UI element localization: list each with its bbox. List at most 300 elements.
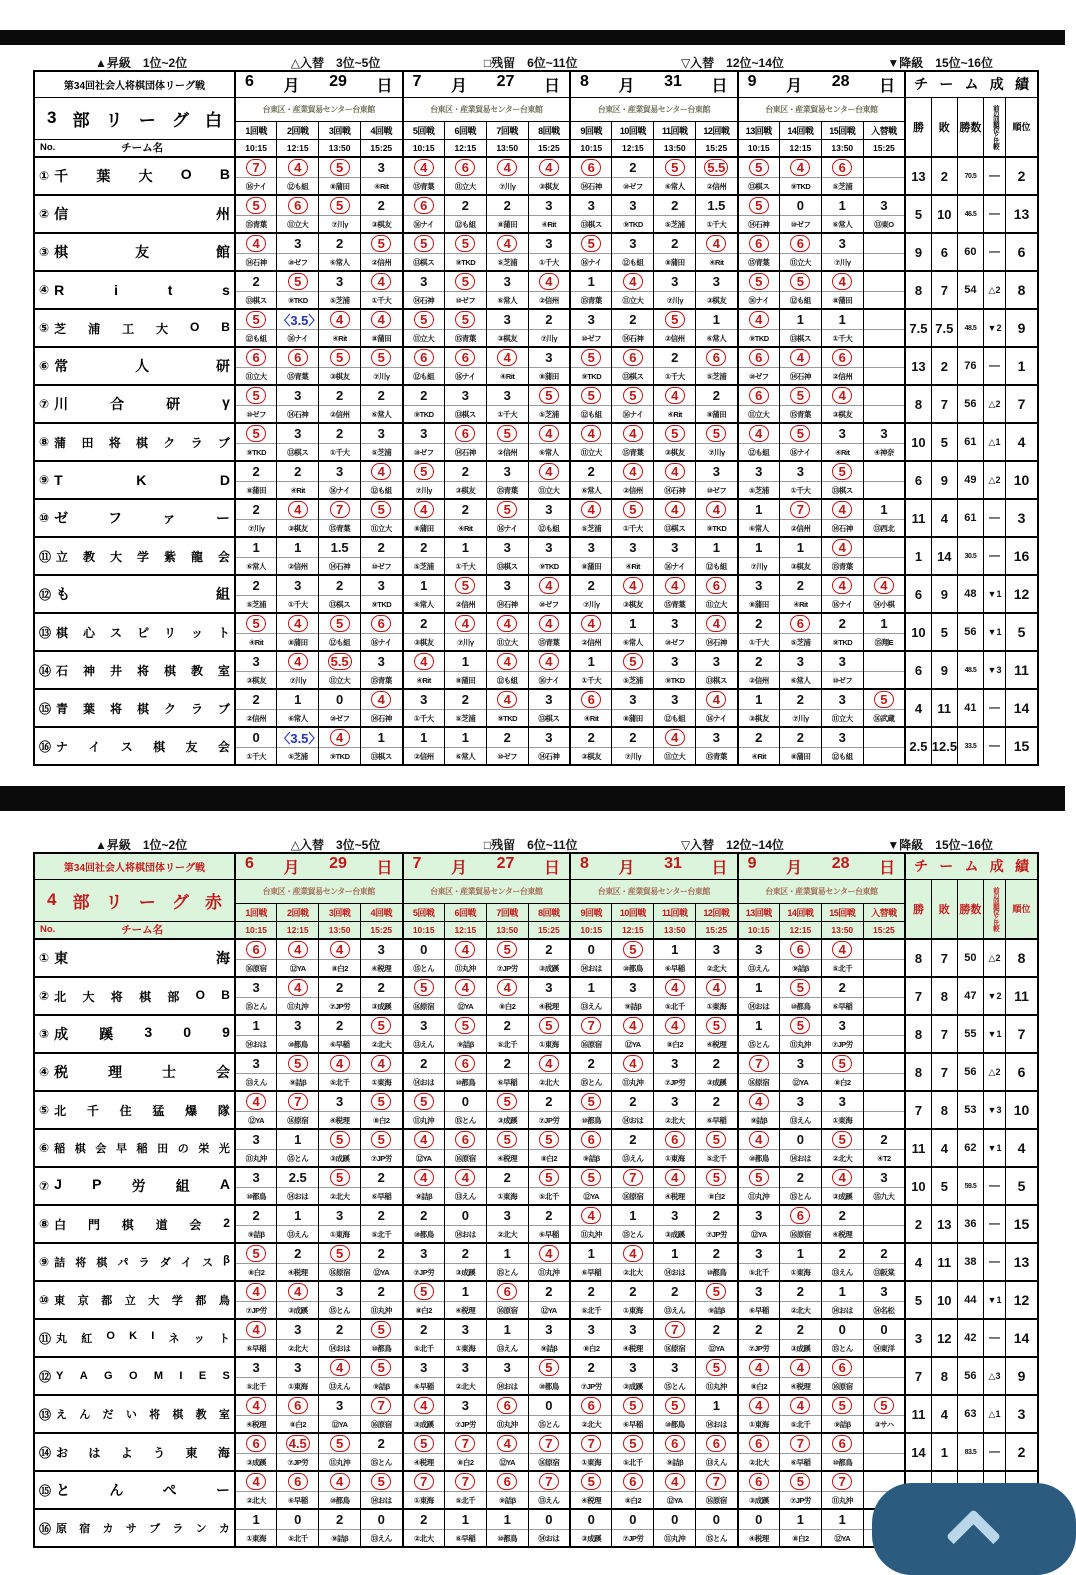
team-name-wrap [35,356,234,376]
round-opponent-cell: ⑦JP労 [570,1378,612,1396]
round-score-cell [277,271,319,292]
losses-cell: 2 [931,157,957,195]
round-opponent-cell: ⑩都鳥 [528,1378,570,1396]
round-score-cell [277,1433,319,1454]
round-score-cell [570,977,612,998]
score-loss: 0 [420,942,428,957]
round-score-cell [361,977,403,998]
round-score-cell [319,499,361,520]
score-loss: 2 [461,692,469,707]
time-header: 10:15 [403,139,445,157]
losses-cell: 7 [931,1015,957,1053]
time-header: 10:15 [570,921,612,939]
round-score-cell [821,1471,863,1492]
char: 立 [124,1295,136,1307]
team-name-cell [34,157,235,195]
round-score-cell [863,613,905,634]
round-score-cell [738,1357,780,1378]
char: 会 [95,1143,107,1155]
team-name-cell [34,1129,235,1167]
round-opponent-cell: ⑮青葉 [779,406,821,424]
round-opponent-cell: ⑬えん [570,998,612,1016]
round-score-cell [361,1167,403,1188]
date-text [404,73,570,96]
score-loss: 3 [587,312,595,327]
score-win: 4 [497,235,517,252]
round-opponent-cell: ⑨TKD [277,292,319,310]
score-win: 4 [497,1435,517,1452]
char: O [189,319,200,334]
round-opponent-cell: ⑭おは [403,1074,445,1092]
round-score-cell [696,1243,738,1264]
score-win: 5.5 [704,159,728,176]
round-score-cell [444,1243,486,1264]
team-name-cell [34,1357,235,1395]
score-win: 4 [832,501,852,518]
score-loss: 2 [629,730,637,745]
time-header: 12:15 [444,139,486,157]
round-score-cell [235,689,277,710]
char: ー [138,110,156,130]
round-score-cell [612,1091,654,1112]
score-loss: 2 [252,274,260,289]
score-loss: 2 [252,578,260,593]
team-name-cell [34,1395,235,1433]
char: 州 [215,206,230,222]
score-loss: 3 [629,198,637,213]
round-opponent-cell: ①東海 [277,1378,319,1396]
round-opponent-cell: ⑯原宿 [570,1036,612,1054]
score-loss: 2 [503,730,511,745]
score-loss: 2 [377,540,385,555]
round-score-cell [403,1281,445,1302]
round-score-cell [570,1167,612,1188]
team-name [56,548,230,565]
round-opponent-cell: ⑫も組 [319,634,361,652]
round-score-cell [654,1471,696,1492]
team-name-wrap [35,1368,234,1385]
score-loss: 2 [294,1246,302,1261]
team-name [56,1444,230,1461]
round-opponent-cell: ⑧蒲田 [277,634,319,652]
date-text [739,73,905,96]
score-loss: 3 [503,464,511,479]
losses-cell: 6 [931,233,957,271]
char: 丸 [56,1333,68,1345]
round-score-cell [277,1357,319,1378]
date-part: 8 [580,72,589,90]
round-score-cell [319,233,361,254]
char: 棋 [136,701,149,716]
round-score-cell [654,195,696,216]
round-opponent-cell: ⑧蒲田 [235,482,277,500]
round-score-cell [654,1205,696,1226]
rank-cell: 11 [1006,977,1038,1015]
round-score-cell [403,537,445,558]
round-score-cell [779,157,821,178]
round-header: 12回戦 [696,121,738,139]
round-score-cell [696,727,738,748]
round-opponent-cell: ⑩都鳥 [444,1074,486,1092]
round-opponent-cell: ④神奈 [863,444,905,462]
team-number: ⑮ [39,1483,52,1498]
round-opponent-cell: ⑪丸沖 [277,998,319,1016]
char: 紫 [163,549,176,564]
round-score-cell [486,537,528,558]
rank-cell: 7 [1006,1015,1038,1053]
points-cell: 47 [957,977,983,1015]
points-cell: 60 [957,233,983,271]
round-score-cell [654,157,696,178]
round-score-cell [821,1281,863,1302]
round-opponent-cell: ⑮とん [235,998,277,1016]
rank-change-cell: △2 [983,271,1005,309]
team-name [54,166,230,186]
char: 部 [167,989,180,1004]
round-opponent-cell: ⑮とん [528,1416,570,1434]
round-opponent-cell: ⑪立大 [486,634,528,652]
round-score-cell [444,537,486,558]
wins-cell: 11 [905,1129,931,1167]
date-part: 月 [451,77,468,95]
round-opponent-cell: ⑪立大 [444,178,486,196]
score-win: 6 [832,159,852,176]
round-opponent-cell: ⑯原宿 [403,998,445,1016]
round-opponent-cell: ④税理 [528,998,570,1016]
score-win: 4 [371,691,391,708]
round-opponent-cell: ④税理 [696,1036,738,1054]
round-opponent-cell: ⑪丸沖 [528,1264,570,1282]
round-score-cell [612,689,654,710]
round-score-cell [528,347,570,368]
score-win: 5 [246,311,266,328]
score-loss: 2 [712,388,720,403]
score-win: 6 [246,1435,266,1452]
score-win: 5 [874,1397,894,1414]
scroll-to-top-button[interactable] [872,1483,1076,1575]
char: リ [105,892,123,912]
date-part: 6 [244,854,254,872]
round-header: 9回戦 [570,903,612,921]
score-win: 4 [832,539,852,556]
team-name-wrap [35,1444,234,1461]
team-number: ⑯ [39,739,52,754]
time-header: 12:15 [277,139,319,157]
score-win: 6 [414,349,434,366]
rank-change-cell: ▼3 [983,1091,1005,1129]
team-name-cell [34,1471,235,1509]
round-score-cell [779,1243,821,1264]
score-loss: 3 [545,730,553,745]
losses-cell: 7.5 [931,309,957,347]
round-opponent-cell: ⑪立大 [821,710,863,728]
score-loss: 2 [587,1360,595,1375]
score-win: 4 [665,501,685,518]
score-loss: 3 [671,1094,679,1109]
char: ク [163,435,176,450]
char: 3 [144,1024,153,1040]
score-win: 6 [581,159,601,176]
char: 2 [223,1215,230,1230]
round-score-cell [277,689,319,710]
wins-cell: 10 [905,613,931,651]
score-win: 4 [414,501,434,518]
round-score-cell [779,1357,821,1378]
score-loss: 2 [712,1208,720,1223]
round-score-cell [528,939,570,960]
rank-cell: 3 [1006,1395,1038,1433]
round-opponent-cell: ⑫も組 [403,368,445,386]
round-score-cell [779,1129,821,1150]
round-opponent-cell: ⑬東O [863,216,905,234]
points-cell: 61 [957,423,983,461]
char: 井 [109,663,122,678]
round-score-cell [403,309,445,330]
round-score-cell [277,423,319,444]
round-score-cell [612,727,654,748]
rank-cell: 13 [1006,195,1038,233]
score-win: 6 [288,1473,308,1490]
round-opponent-cell: ⑧蒲田 [528,368,570,386]
round-score-cell [863,1015,905,1036]
round-opponent-cell: ⑧蒲田 [612,710,654,728]
round-score-cell [319,195,361,216]
round-opponent-cell [863,1112,905,1130]
team-name [56,1480,230,1500]
round-opponent-cell: ⑥早稲 [403,1378,445,1396]
team-name-wrap [35,1102,234,1119]
round-score-cell [696,939,738,960]
round-score-cell [570,1015,612,1036]
score-win: 4 [665,463,685,480]
team-name-wrap [35,472,234,488]
score-loss: 1 [587,274,595,289]
score-win: 4 [623,425,643,442]
score-loss: 3 [587,198,595,213]
score-loss: 3 [336,274,344,289]
team-name-wrap [35,1406,234,1423]
round-opponent-cell: ④税理 [319,1112,361,1130]
round-score-cell [696,461,738,482]
round-opponent-cell: ⑥常人 [486,292,528,310]
round-header: 4回戦 [361,121,403,139]
round-opponent-cell: ①東海 [361,1074,403,1092]
team-number: ⑤ [39,321,50,335]
score-loss: 3 [838,730,846,745]
round-score-cell [612,1433,654,1454]
round-score-cell [486,1471,528,1492]
round-score-cell [486,939,528,960]
team-name [56,700,230,717]
team-name [54,1140,230,1156]
char: ト [218,1333,230,1345]
round-score-cell [821,423,863,444]
round-score-cell [528,233,570,254]
char: I [179,1370,183,1382]
round-opponent-cell: ①千大 [361,292,403,310]
round-opponent-cell: ②信州 [486,444,528,462]
round-score-cell [277,1205,319,1226]
round-score-cell [361,1053,403,1074]
score-loss: 1 [838,198,846,213]
date-text [404,855,570,878]
score-loss: 1 [755,1018,763,1033]
team-name-wrap [35,1520,234,1537]
char: 紅 [81,1333,93,1345]
score-loss: 2 [671,350,679,365]
char: イ [180,1257,192,1269]
round-score-cell [654,651,696,672]
score-loss: 2 [336,1322,344,1337]
round-score-cell [570,385,612,406]
round-score-cell [444,977,486,998]
score-loss: 3 [671,654,679,669]
round-opponent-cell: ④税理 [654,1188,696,1206]
round-score-cell [738,1433,780,1454]
round-opponent-cell: ③棋友 [403,634,445,652]
round-opponent-cell: ⑦川γ [612,748,654,766]
round-score-cell [654,977,696,998]
round-score-cell [319,1053,361,1074]
char: ー [215,510,230,526]
team-results-text [906,856,1037,876]
round-score-cell [235,1509,277,1530]
time-header: 12:15 [612,921,654,939]
score-win: 5 [288,273,308,290]
score-loss: 3 [545,350,553,365]
round-score-cell [863,499,905,520]
round-opponent-cell: ⑥早稲 [361,1188,403,1206]
round-header: 入替戦 [863,903,905,921]
round-header: 2回戦 [277,121,319,139]
round-opponent-cell: ②北大 [528,1074,570,1092]
round-score-cell [403,1053,445,1074]
round-opponent-cell: ⑤北千 [612,1454,654,1472]
team-name-wrap [35,1330,234,1347]
char: ラ [172,1523,184,1535]
points-cell: 63 [957,1395,983,1433]
round-opponent-cell: ⑪立大 [528,482,570,500]
points-cell: 56 [957,613,983,651]
round-opponent-cell: ⑪立大 [319,672,361,690]
round-score-cell [444,1433,486,1454]
round-opponent-cell: ⑧白2 [821,1074,863,1092]
points-cell: 55 [957,1015,983,1053]
round-opponent-cell: ⑤北千 [738,1264,780,1282]
round-score-cell [738,613,780,634]
round-opponent-cell: ⑬えん [319,1378,361,1396]
team-name-wrap [35,1176,234,1196]
round-score-cell [486,195,528,216]
stat-col-header: 順位 [1006,879,1038,939]
round-score-cell [235,423,277,444]
score-win: 5 [330,159,350,176]
round-score-cell [696,1281,738,1302]
round-score-cell [361,461,403,482]
rank-cell: 15 [1006,1205,1038,1243]
team-name [56,624,230,641]
score-loss: 2 [377,1246,385,1261]
score-loss: 2 [712,1094,720,1109]
round-opponent-cell: ⑥常人 [403,596,445,614]
round-opponent-cell: ⑩ゼフ [821,672,863,690]
losses-cell: 2 [931,347,957,385]
round-score-cell [570,1509,612,1530]
char: 都 [101,1295,113,1307]
round-score-cell [779,1471,821,1492]
round-score-cell [821,385,863,406]
rank-change-cell: — [983,537,1005,575]
char: 田 [81,435,94,450]
round-opponent-cell: ⑤芝浦 [486,254,528,272]
points-cell: 54 [957,271,983,309]
round-score-cell [235,1167,277,1188]
score-win: 4 [288,615,308,632]
date-header [570,853,738,879]
round-score-cell [403,461,445,482]
char: 棋 [153,739,166,754]
team-name [54,472,230,488]
round-score-cell [612,1509,654,1530]
score-loss: 3 [336,1398,344,1413]
round-score-cell [779,939,821,960]
score-loss: 3 [252,1170,260,1185]
char: チ [914,858,929,875]
round-score-cell [319,575,361,596]
round-opponent-cell: ④Rit [528,216,570,234]
round-opponent-cell [863,558,905,576]
score-win: 6 [790,941,810,958]
league-name [34,97,235,139]
wins-cell: 13 [905,347,931,385]
round-score-cell [444,1205,486,1226]
rank-cell: 3 [1006,499,1038,537]
date-header [403,853,571,879]
score-loss: 1 [880,616,888,631]
round-opponent-cell: ⑧白2 [486,998,528,1016]
round-score-cell [821,939,863,960]
score-win: 5 [497,1131,517,1148]
char: D [219,472,230,488]
score-loss: 3 [629,236,637,251]
score-win: 5 [706,1131,726,1148]
round-score-cell [486,423,528,444]
score-loss: 3 [503,1360,511,1375]
score-loss: 1 [252,540,260,555]
team-name-cell [34,977,235,1015]
score-win: 5 [414,463,434,480]
round-score-cell [779,1395,821,1416]
round-score-cell [654,1433,696,1454]
round-opponent-cell: ②信州 [654,330,696,348]
round-opponent-cell: ③成蹊 [361,998,403,1016]
char: 葉 [96,168,111,184]
round-score-cell [486,1167,528,1188]
round-opponent-cell: ⑥早稲 [696,1112,738,1130]
rank-change-cell: — [983,1167,1005,1205]
team-name [54,988,230,1005]
score-loss: 2 [629,312,637,327]
table-title: 第34回社会人将棋団体リーグ戦 [34,71,235,97]
round-score-cell [779,499,821,520]
round-score-cell [612,233,654,254]
date-part: 27 [496,72,515,90]
round-score-cell [528,689,570,710]
round-opponent-cell: ⑦川γ [235,520,277,538]
team-name [56,1370,230,1382]
round-score-cell [528,461,570,482]
char: リ [105,110,123,130]
